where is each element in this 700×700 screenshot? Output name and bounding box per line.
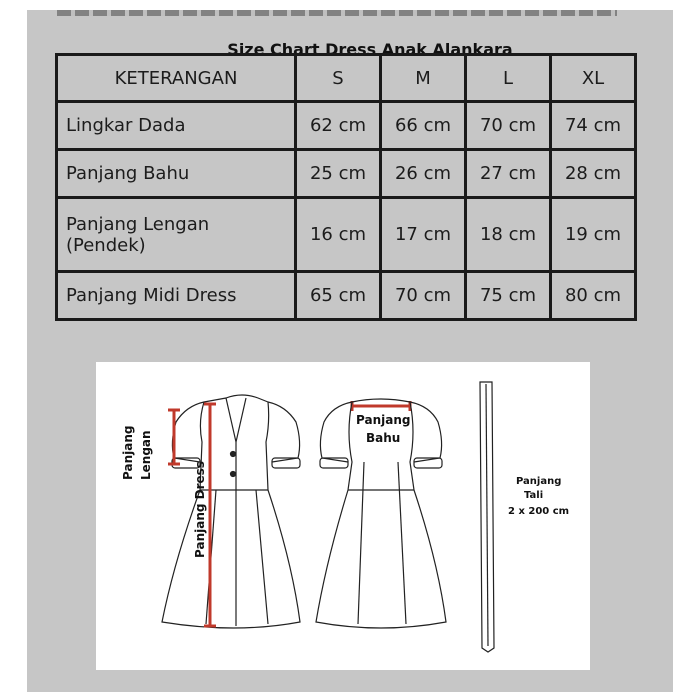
table-row <box>57 150 636 198</box>
dress-illustration <box>96 362 590 670</box>
size-table <box>55 53 637 321</box>
header-xl: XL <box>551 55 636 102</box>
cell-xl: 19 cm <box>551 198 636 272</box>
cell-l: 75 cm <box>466 272 551 320</box>
cell-s: 65 cm <box>296 272 381 320</box>
shoulder-label-2: Bahu <box>366 431 401 445</box>
table-row <box>57 272 636 320</box>
top-edge-artifact <box>57 10 617 16</box>
header-l: L <box>466 55 551 102</box>
row-label: Panjang Bahu <box>57 150 296 198</box>
cell-s: 62 cm <box>296 102 381 150</box>
cell-xl: 74 cm <box>551 102 636 150</box>
front-dress-icon <box>162 395 300 628</box>
cell-l: 70 cm <box>466 102 551 150</box>
cell-l: 18 cm <box>466 198 551 272</box>
tie-label-3: 2 x 200 cm <box>508 506 570 517</box>
tie-label-2: Tali <box>524 490 544 501</box>
table-row <box>57 102 636 150</box>
cell-m: 70 cm <box>381 272 466 320</box>
table-row <box>57 198 636 272</box>
tie-strap-icon <box>480 382 494 652</box>
row-label-line1: Panjang Lengan <box>66 213 210 235</box>
row-label <box>57 198 296 272</box>
row-label-line2: (Pendek) <box>66 234 146 256</box>
chart-title: Size Chart Dress Anak Alankara <box>227 40 513 59</box>
table-header-row <box>57 55 636 102</box>
size-chart-panel <box>27 10 673 692</box>
header-keterangan: KETERANGAN <box>57 55 296 102</box>
dress-drawing <box>96 362 590 670</box>
cell-m: 17 cm <box>381 198 466 272</box>
cell-m: 26 cm <box>381 150 466 198</box>
cell-l: 27 cm <box>466 150 551 198</box>
cell-s: 16 cm <box>296 198 381 272</box>
dress-length-label: Panjang Dress <box>193 461 207 558</box>
header-s: S <box>296 55 381 102</box>
header-m: M <box>381 55 466 102</box>
cell-xl: 28 cm <box>551 150 636 198</box>
tie-label-1: Panjang <box>516 476 562 487</box>
row-label: Panjang Midi Dress <box>57 272 296 320</box>
row-label: Lingkar Dada <box>57 102 296 150</box>
sleeve-label-2: Lengan <box>139 430 153 480</box>
shoulder-label-1: Panjang <box>356 413 411 427</box>
cell-s: 25 cm <box>296 150 381 198</box>
cell-xl: 80 cm <box>551 272 636 320</box>
sleeve-label-1: Panjang <box>121 425 135 480</box>
cell-m: 66 cm <box>381 102 466 150</box>
